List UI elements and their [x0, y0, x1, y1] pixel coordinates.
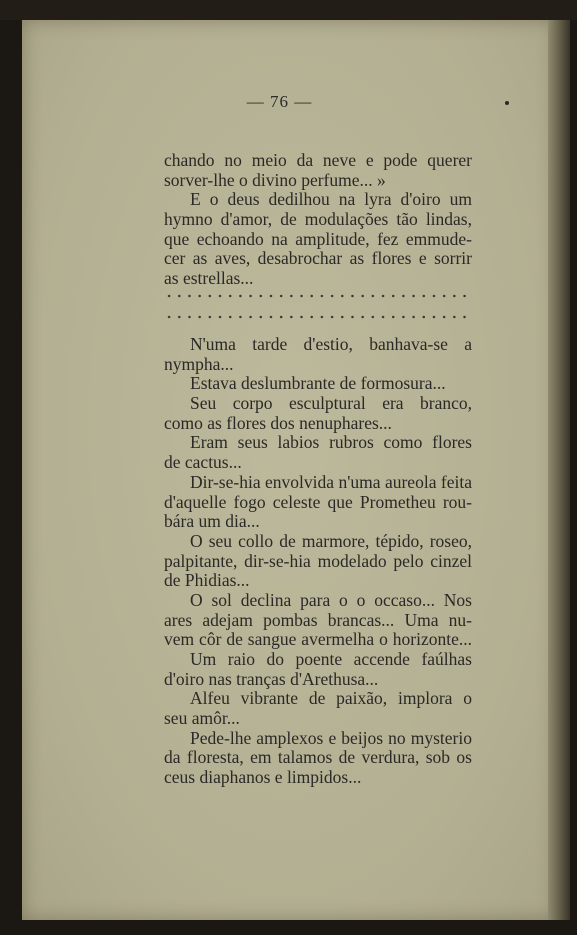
- ellipsis-divider-2: [164, 315, 470, 319]
- text-line: que echoando na amplitude, fez emmude-: [164, 229, 472, 249]
- page-number: — 76 —: [246, 92, 313, 111]
- text-line: E o deus dedilhou na lyra d'oiro um: [190, 190, 472, 210]
- text-line: Seu corpo esculptural era branco,: [190, 394, 472, 414]
- text-line: cer as aves, desabrochar as flores e sorrir: [164, 249, 472, 269]
- text-line: N'uma tarde d'estio, banhava-se a: [190, 335, 472, 354]
- paragraph-block-top: [164, 151, 472, 289]
- text-line: nympha...: [164, 354, 234, 374]
- text-line: as estrellas...: [164, 269, 254, 289]
- text-line: da floresta, em talamos de verdura, sob os: [164, 748, 472, 768]
- text-line: ares adejam pombas brancas... Uma nu-: [164, 610, 472, 630]
- paragraph-block-main: [164, 335, 472, 788]
- text-line: Um raio do poente accende faúlhas: [190, 650, 472, 669]
- text-line: bára um dia...: [164, 512, 260, 532]
- text-line: d'aquelle fogo celeste que Prometheu rou-: [164, 492, 472, 512]
- text-line: hymno d'amor, de modulações tão lindas,: [164, 210, 472, 230]
- text-line: Estava deslumbrante de formosura...: [190, 374, 446, 394]
- text-line: O seu collo de marmore, tépido, roseo,: [190, 531, 472, 551]
- text-line: chando no meio da neve e pode querer: [164, 151, 472, 170]
- top-dark-strip: [0, 0, 577, 20]
- text-line: Pede-lhe amplexos e beijos no mysterio: [190, 728, 472, 748]
- text-line: sorver-lhe o divino perfume... »: [164, 170, 386, 190]
- text-line: palpitante, dir-se-hia modelado pelo cinzel: [164, 551, 472, 571]
- text-line: ceus diaphanos e limpidos...: [164, 768, 362, 788]
- text-line: vem côr de sangue avermelha o horizonte...: [164, 630, 472, 650]
- text-line: Alfeu vibrante de paixão, implora o: [190, 689, 472, 709]
- text-line: Dir-se-hia envolvida n'uma aureola feita: [190, 472, 472, 492]
- ellipsis-divider-1: [164, 294, 470, 298]
- text-line: d'oiro nas tranças d'Arethusa...: [164, 669, 379, 689]
- text-line: de Phidias...: [164, 571, 250, 591]
- page-edge-shadow: [548, 20, 570, 920]
- text-line: de cactus...: [164, 453, 242, 473]
- text-line: Eram seus labios rubros como flores: [190, 433, 472, 453]
- text-line: O sol declina para o o occaso... Nos: [190, 590, 472, 610]
- text-line: como as flores dos nenuphares...: [164, 413, 392, 433]
- ink-speck: [505, 101, 509, 105]
- text-line: seu amôr...: [164, 709, 240, 729]
